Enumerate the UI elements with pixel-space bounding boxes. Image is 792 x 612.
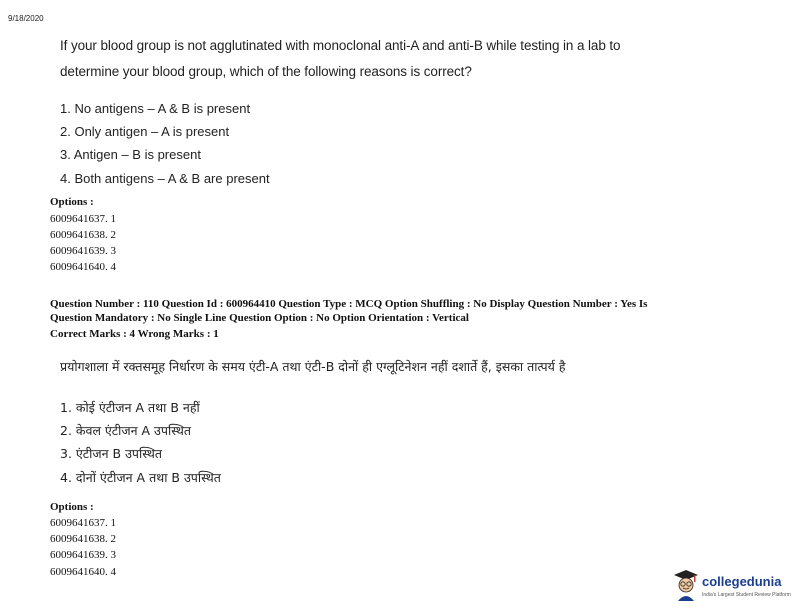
question-1-options-heading: Options : [50, 196, 94, 208]
question-2-choice-1: 1. कोई एंटीजन A तथा B नहीं [60, 400, 200, 415]
question-1-line-2: determine your blood group, which of the following reasons is correct? [60, 64, 472, 79]
question-1-option-id-2: 6009641638. 2 [50, 229, 116, 241]
question-2-option-id-3: 6009641639. 3 [50, 549, 116, 561]
question-1-option-id-4: 6009641640. 4 [50, 261, 116, 273]
question-1-choice-1: 1. No antigens – A & B is present [60, 101, 251, 116]
question-1-text [60, 38, 620, 79]
logo-wordmark: collegedunia [702, 574, 782, 589]
graduate-mascot-icon [672, 568, 700, 602]
question-1-option-id-1: 6009641637. 1 [50, 213, 116, 225]
question-meta-line-1: Question Number : 110 Question Id : 600964410 Question Type : MCQ Option Shuffling : No Display Question Number : Yes Is [50, 298, 648, 310]
question-2-choice-2: 2. केवल एंटीजन A उपस्थित [60, 423, 191, 438]
collegedunia-logo [672, 568, 791, 604]
question-2-choice-4: 4. दोनों एंटीजन A तथा B उपस्थित [60, 470, 221, 485]
question-2-option-id-4: 6009641640. 4 [50, 566, 116, 578]
question-1-choice-4: 4. Both antigens – A & B are present [60, 171, 270, 186]
question-2-text-hindi: प्रयोगशाला में रक्तसमूह निर्धारण के समय एंटी-A तथा एंटी-B दोनों ही एग्लूटिनेशन नहीं दशार्ते हैं, इसका तात्पर्य है [60, 359, 566, 374]
question-2-choice-3: 3. एंटीजन B उपस्थित [60, 446, 162, 461]
question-1-line-1: If your blood group is not agglutinated with monoclonal anti-A and anti-B while testing in a lab to [60, 38, 621, 53]
print-date: 9/18/2020 [8, 14, 44, 23]
question-2-option-id-1: 6009641637. 1 [50, 517, 116, 529]
logo-tagline: India's Largest Student Review Platform [702, 592, 791, 598]
question-1-option-id-3: 6009641639. 3 [50, 245, 116, 257]
question-2-option-id-2: 6009641638. 2 [50, 533, 116, 545]
correct-wrong-marks: Correct Marks : 4 Wrong Marks : 1 [50, 328, 219, 340]
question-2-options-heading: Options : [50, 501, 94, 513]
question-1-choice-2: 2. Only antigen – A is present [60, 124, 230, 139]
question-1-choice-3: 3. Antigen – B is present [60, 147, 201, 162]
question-meta-line-2: Question Mandatory : No Single Line Question Option : No Option Orientation : Vertical [50, 312, 469, 324]
